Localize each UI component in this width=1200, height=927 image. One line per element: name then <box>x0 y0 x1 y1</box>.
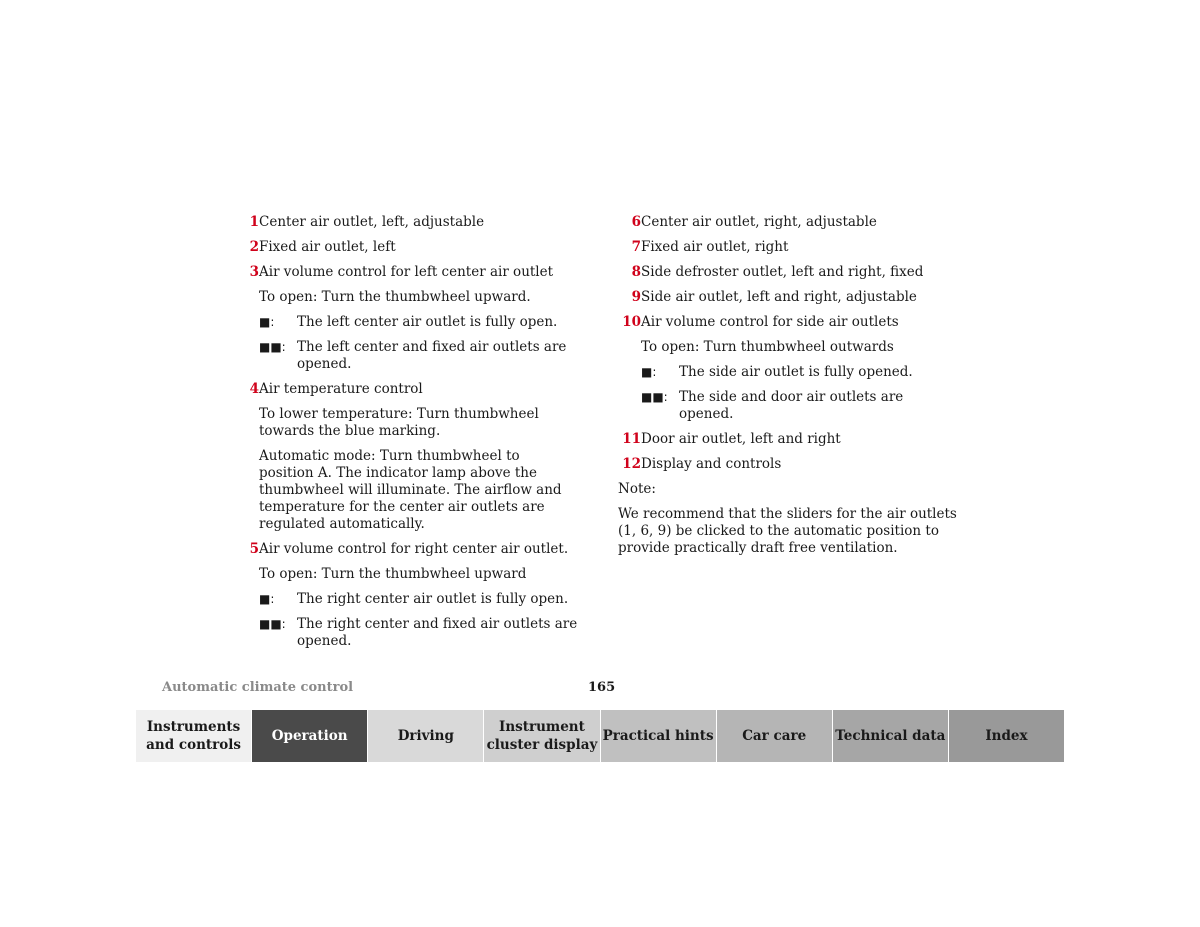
symbol-row <box>259 339 578 373</box>
item-text: Door air outlet, left and right <box>641 431 841 447</box>
instruction-text: To open: Turn thumbwheel outwards <box>641 339 894 355</box>
item-number: 10 <box>622 314 641 330</box>
instruction-text: To open: Turn the thumbwheel upward <box>259 566 527 582</box>
item-number: 11 <box>622 431 641 447</box>
list-item <box>618 289 958 306</box>
item-number: 12 <box>622 456 641 472</box>
symbol-key: ■: <box>641 365 657 379</box>
symbol-key: ■■: <box>641 390 668 404</box>
note-text: We recommend that the sliders for the air outlets (1, 6, 9) be clicked to the automatic position to provide practically draft free ventilation. <box>618 506 957 556</box>
list-item <box>618 314 958 331</box>
item-text: Air temperature control <box>259 381 423 397</box>
tab-index[interactable]: Index <box>949 710 1064 762</box>
instruction-text: To lower temperature: Turn thumbwheel towards the blue marking. <box>259 406 539 439</box>
item-text: Fixed air outlet, right <box>641 239 789 255</box>
symbol-text: The side air outlet is fully opened. <box>679 364 913 380</box>
symbol-key: ■■: <box>259 617 286 631</box>
item-text: Air volume control for left center air outlet <box>259 264 554 280</box>
tab-instruments-and-controls[interactable]: Instruments and controls <box>136 710 252 762</box>
symbol-row <box>641 389 958 423</box>
tab-instrument-cluster-display[interactable]: Instrument cluster display <box>484 710 600 762</box>
section-title: Automatic climate control <box>162 680 354 695</box>
symbol-row <box>641 364 958 381</box>
item-number: 5 <box>249 541 259 557</box>
tab-car-care[interactable]: Car care <box>717 710 833 762</box>
symbol-text: The right center air outlet is fully open. <box>297 591 569 607</box>
list-item <box>618 264 958 281</box>
tab-driving[interactable]: Driving <box>368 710 484 762</box>
item-number: 1 <box>249 214 259 230</box>
instruction-text: Automatic mode: Turn thumbwheel to position A. The indicator lamp above the thumbwheel will illuminate. The airflow and temperature for the center air outlets are regulated automatically. <box>259 448 562 532</box>
symbol-row <box>259 591 578 608</box>
tab-practical-hints[interactable]: Practical hints <box>601 710 717 762</box>
item-text: Side air outlet, left and right, adjustable <box>641 289 917 305</box>
item-text: Air volume control for side air outlets <box>641 314 899 330</box>
list-item <box>618 214 958 231</box>
item-number: 6 <box>631 214 641 230</box>
chapter-nav <box>136 710 1064 762</box>
symbol-text: The left center air outlet is fully open. <box>297 314 558 330</box>
item-text: Display and controls <box>641 456 782 472</box>
item-text: Center air outlet, right, adjustable <box>641 214 877 230</box>
item-text: Center air outlet, left, adjustable <box>259 214 485 230</box>
symbol-row <box>259 314 578 331</box>
item-number: 9 <box>631 289 641 305</box>
note-block <box>618 481 958 557</box>
page-number: 165 <box>588 680 616 695</box>
symbol-key: ■■: <box>259 340 286 354</box>
tab-operation[interactable]: Operation <box>252 710 368 762</box>
list-item <box>238 541 578 558</box>
list-item <box>618 456 958 473</box>
item-number: 8 <box>631 264 641 280</box>
item-text: Side defroster outlet, left and right, fixed <box>641 264 924 280</box>
item-number: 3 <box>249 264 259 280</box>
right-column <box>618 214 958 557</box>
list-item <box>238 239 578 256</box>
left-column <box>238 214 578 658</box>
list-item <box>238 214 578 231</box>
symbol-text: The right center and fixed air outlets are opened. <box>297 616 578 649</box>
item-number: 2 <box>249 239 259 255</box>
item-number: 4 <box>249 381 259 397</box>
list-item <box>238 264 578 281</box>
list-item <box>618 239 958 256</box>
symbol-key: ■: <box>259 592 275 606</box>
symbol-text: The side and door air outlets are opened. <box>679 389 904 422</box>
symbol-row <box>259 616 578 650</box>
list-item <box>238 381 578 398</box>
symbol-key: ■: <box>259 315 275 329</box>
tab-technical-data[interactable]: Technical data <box>833 710 949 762</box>
item-text: Fixed air outlet, left <box>259 239 396 255</box>
symbol-text: The left center and fixed air outlets are opened. <box>297 339 567 372</box>
list-item <box>618 431 958 448</box>
item-number: 7 <box>631 239 641 255</box>
note-label: Note: <box>618 481 656 497</box>
item-text: Air volume control for right center air outlet. <box>259 541 569 557</box>
instruction-text: To open: Turn the thumbwheel upward. <box>259 289 531 305</box>
